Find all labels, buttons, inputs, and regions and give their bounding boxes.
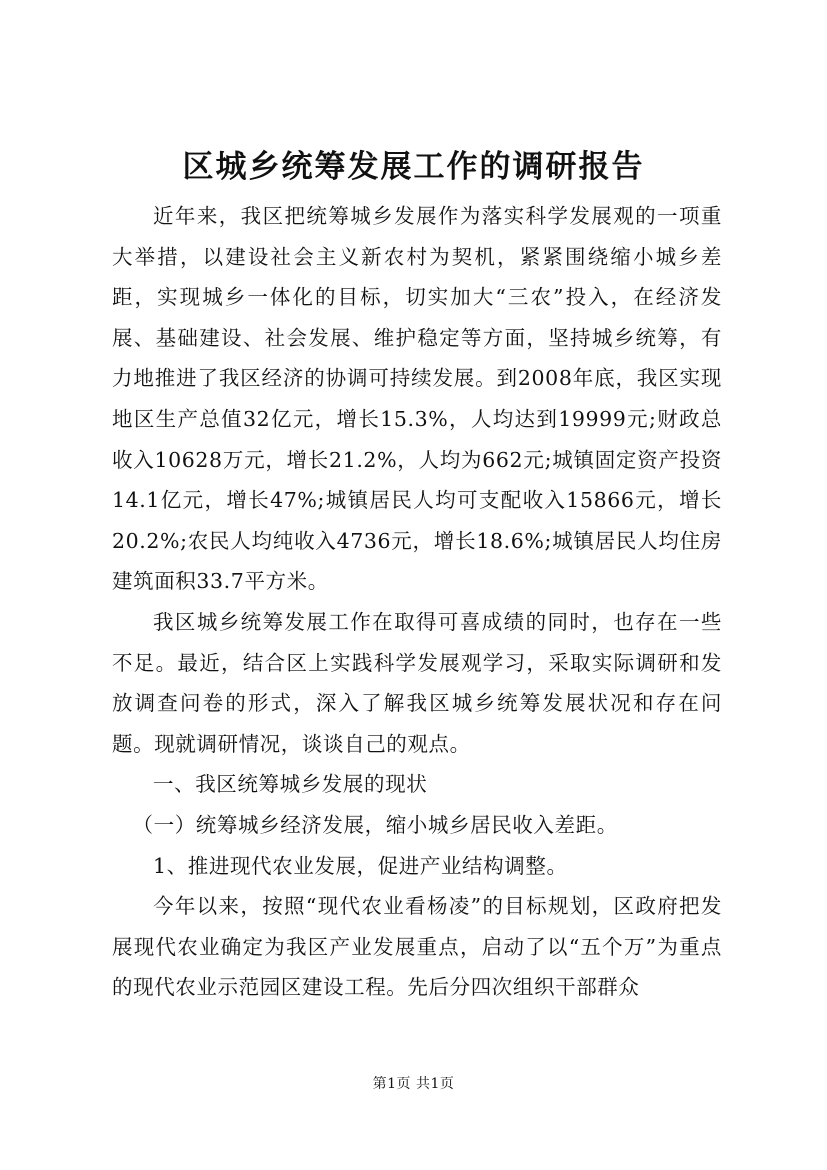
paragraph-intro: 近年来，我区把统筹城乡发展作为落实科学发展观的一项重大举措，以建设社会主义新农村为契机，紧紧围绕缩小城乡差距，实现城乡一体化的目标，切实加大“三农”投入，在经济发展、基础建设、社会发展、维护稳定等方面，坚持城乡统筹，有力地推进了我区经济的协调可持续发展。到2008年底，我区实现地区生产总值32亿元，增长15.3%，人均达到19999元;财政总收入10628万元，增长21.2%，人均为662元;城镇固定资产投资14.1亿元，增长47%;城镇居民人均可支配收入15866元，增长20.2%;农民人均纯收入4736元，增长18.6%;城镇居民人均住房建筑面积33.7平方米。: [112, 204, 722, 594]
document-title: 区城乡统筹发展工作的调研报告: [182, 149, 645, 185]
paragraph-modern-agriculture: 今年以来，按照“现代农业看杨凌”的目标规划，区政府把发展现代农业确定为我区产业发展重点，启动了以“五个万”为重点的现代农业示范园区建设工程。先后分四次组织干部群众: [112, 894, 722, 1000]
subsection-heading-1: （一）统筹城乡经济发展，缩小城乡居民收入差距。: [132, 812, 618, 837]
document-body: [112, 196, 722, 1008]
page-number-footer: 第1页 共1页: [372, 1076, 455, 1092]
section-heading-1: 一、我区统筹城乡发展的现状: [153, 772, 428, 797]
item-heading-1: 1、推进现代农业发展，促进产业结构调整。: [153, 853, 568, 878]
paragraph-shortcomings: 我区城乡统筹发展工作在取得可喜成绩的同时，也存在一些不足。最近，结合区上实践科学发展观学习，采取实际调研和发放调查问卷的形式，深入了解我区城乡统筹发展状况和存在问题。现就调研情况，谈谈自己的观点。: [112, 609, 722, 756]
